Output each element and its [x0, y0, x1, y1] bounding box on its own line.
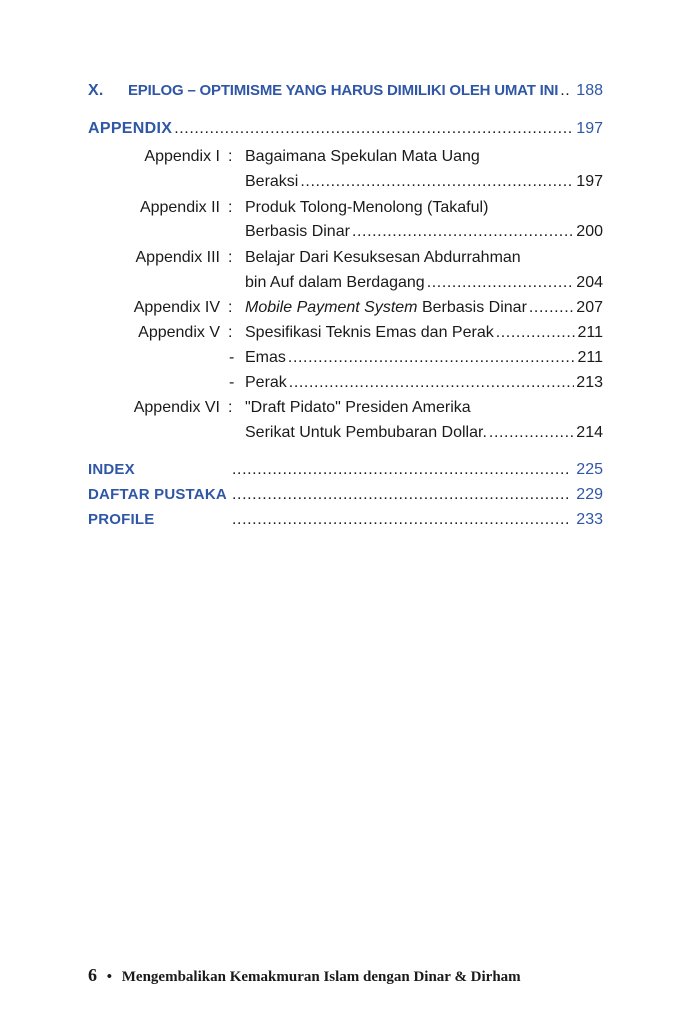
- page-number: 188: [576, 82, 603, 99]
- page-number: 204: [576, 274, 603, 291]
- chapter-title: EPILOG – OPTIMISME YANG HARUS DIMILIKI OLEH UMAT INI: [128, 82, 559, 99]
- colon: :: [228, 148, 233, 165]
- leader-dots: [232, 486, 571, 504]
- leader-dots: [496, 324, 575, 342]
- profile-title: PROFILE: [88, 511, 155, 528]
- page-number: 200: [576, 223, 603, 240]
- appendix-label: Appendix I: [144, 148, 220, 165]
- appendix-label: Appendix III: [135, 249, 220, 266]
- page-number: 229: [576, 486, 603, 503]
- appendix-label: Appendix II: [139, 199, 220, 216]
- page-number: 211: [577, 349, 603, 366]
- dash: -: [229, 349, 235, 366]
- colon: :: [228, 324, 233, 341]
- page-footer: [88, 965, 521, 986]
- appendix-label: Appendix IV: [133, 299, 220, 316]
- leader-dots: [232, 461, 571, 479]
- appendix-title: APPENDIX: [88, 120, 173, 137]
- appendix-label: Appendix VI: [133, 399, 220, 416]
- appendix-line: Berbasis Dinar: [245, 223, 350, 240]
- leader-dots: [427, 274, 575, 292]
- leader-dots: [232, 511, 571, 529]
- chapter-number: X.: [88, 82, 104, 99]
- index-title: INDEX: [88, 461, 135, 478]
- appendix-line: bin Auf dalam Berdagang: [245, 274, 425, 291]
- colon: :: [228, 249, 233, 266]
- leader-dots: [289, 374, 575, 392]
- footer-bullet: •: [106, 969, 113, 985]
- page-number: 213: [576, 374, 603, 391]
- page-number: 197: [576, 120, 603, 137]
- colon: :: [228, 399, 233, 416]
- leader-dots: [352, 223, 574, 241]
- appendix-line: Beraksi: [245, 173, 299, 190]
- leader-dots: [288, 349, 575, 367]
- page-number: 207: [576, 299, 603, 316]
- appendix-line: Belajar Dari Kesuksesan Abdurrahman: [245, 249, 521, 266]
- dash: -: [229, 374, 235, 391]
- appendix-line: Spesifikasi Teknis Emas dan Perak: [245, 324, 494, 341]
- appendix-line: Perak: [245, 374, 287, 391]
- leader-dots: [300, 173, 574, 191]
- footer-book-title: Mengembalikan Kemakmuran Islam dengan Dinar & Dirham: [121, 969, 521, 985]
- appendix-line: "Draft Pidato" Presiden Amerika: [245, 399, 471, 416]
- page-number: 233: [576, 511, 603, 528]
- appendix-line: Berbasis Dinar: [417, 299, 527, 316]
- page-number: 211: [577, 324, 603, 341]
- footer-page-number: 6: [88, 965, 97, 985]
- appendix-line-italic: Mobile Payment System: [245, 299, 418, 316]
- leader-dots: [489, 424, 574, 442]
- page-number: 197: [576, 173, 603, 190]
- leader-dots: [529, 299, 574, 317]
- appendix-line: Produk Tolong-Menolong (Takaful): [245, 199, 489, 216]
- leader-dots: [560, 82, 571, 100]
- toc-entry-appendix[interactable]: [88, 120, 603, 138]
- appendix-line: Bagaimana Spekulan Mata Uang: [245, 148, 480, 165]
- appendix-label: Appendix V: [138, 324, 220, 341]
- toc-entry-chapter-x[interactable]: [88, 82, 603, 100]
- appendix-line: Serikat Untuk Pembubaran Dollar.: [245, 424, 487, 441]
- colon: :: [228, 199, 233, 216]
- appendix-line: Emas: [245, 349, 286, 366]
- page-number: 225: [576, 461, 603, 478]
- colon: :: [228, 299, 233, 316]
- daftar-pustaka-title: DAFTAR PUSTAKA: [88, 486, 227, 503]
- page-number: 214: [576, 424, 603, 441]
- leader-dots: [174, 120, 571, 138]
